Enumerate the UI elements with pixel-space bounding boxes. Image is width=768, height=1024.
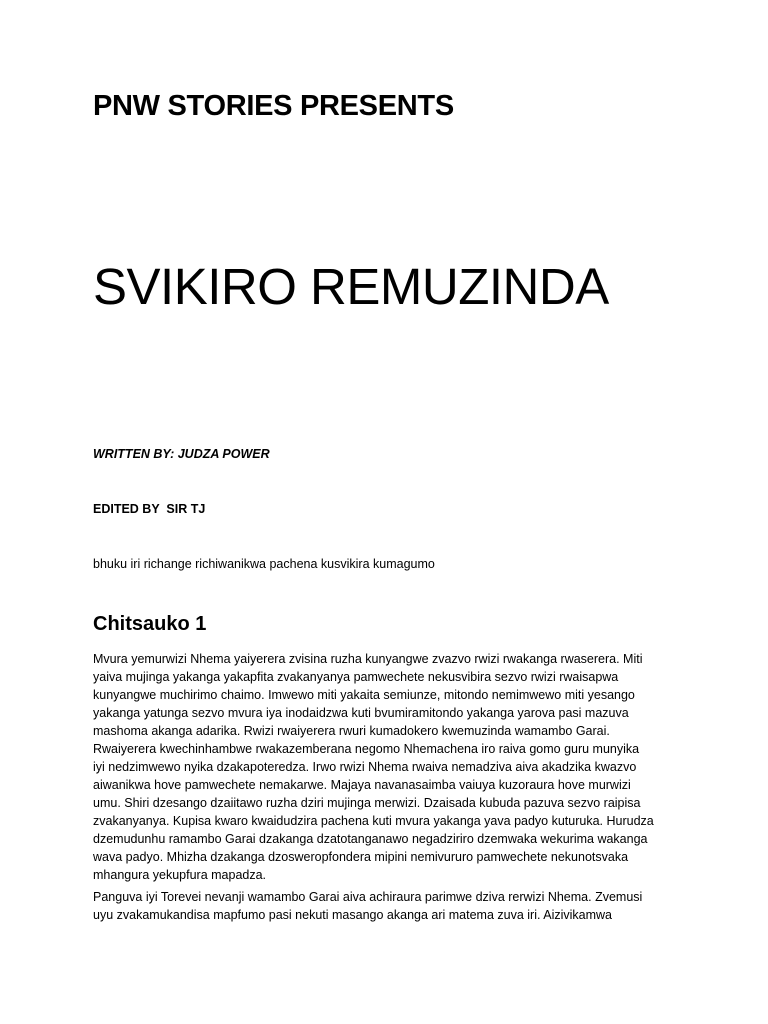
text-line: yaiva mujinga yakanga yakapfita zvakanyanya pamwechete nekusvibira sezvo rwizi rwaisapwa: [93, 670, 619, 684]
text-line: yakanga yatunga sezvo mvura iya inodaidzwa kuti bvumiramitondo yakanga yarova pasi mazuva: [93, 706, 629, 720]
text-line: uyu zvakamukandisa mapfumo pasi nekuti masango akanga ari matema zuva iri. Aizivikamwa: [93, 908, 612, 922]
text-line: umu. Shiri dzesango dzaiitawo ruzha dziri mujinga merwizi. Dzaisada kubuda pazuva sezvo raipisa: [93, 796, 641, 810]
text-line: iyi nedzimwewo nyika dzakapoteredza. Irwo rwizi Nhema rwaiva nemadziva aiva akadzika kwazvo: [93, 760, 637, 774]
text-line: Rwaiyerera kwechinhambwe rwakazemberana negomo Nhemachena iro raiva gomo guru munyika: [93, 742, 640, 756]
chapter-heading: Chitsauko 1: [93, 613, 207, 635]
editor-credit: EDITED BY SIR TJ: [93, 502, 206, 516]
text-line: dzemudunhu ramambo Garai dzakanga dzatotanganawo negadziriro dzemwaka wekurima wakanga: [93, 832, 648, 846]
text-line: mhangura yekupfura mapadza.: [93, 868, 267, 882]
text-line: zvakanyanya. Kupisa kwaro kwaidudzira pachena kuti mvura yakanga yava padyo kuturuka. Hurudza: [93, 814, 654, 828]
text-line: kunyangwe muchirimo chaimo. Imwewo miti yakaita semiunze, mitondo nemimwewo miti yesango: [93, 688, 635, 702]
text-line: mashoma akanga adarika. Rwizi rwaiyerera rwuri kumadokero kwemuzinda wamambo Garai.: [93, 724, 610, 738]
book-title: SVIKIRO REMUZINDA: [93, 258, 609, 315]
text-line: Panguva iyi Torevei nevanji wamambo Garai aiva achiraura parimwe dziva rerwizi Nhema. Zvemusi: [93, 890, 643, 904]
text-line: aiwanikwa hove pamwechete nemakarwe. Majaya navanasaimba vaiuya kuzoraura hove murwizi: [93, 778, 631, 792]
body-paragraph: [93, 650, 693, 884]
author-credit: WRITTEN BY: JUDZA POWER: [93, 447, 270, 461]
text-line: Mvura yemurwizi Nhema yaiyerera zvisina ruzha kunyangwe zvazvo rwizi rwakanga rwaserera. Miti: [93, 652, 643, 666]
publication-note: bhuku iri richange richiwanikwa pachena kusvikira kumagumo: [93, 557, 435, 571]
body-paragraph: [93, 888, 693, 924]
text-line: wava padyo. Mhizha dzakanga dzosweropfondera mipini nemivururo pamwechete nekunotsvaka: [93, 850, 629, 864]
presents-heading: PNW STORIES PRESENTS: [93, 90, 454, 122]
